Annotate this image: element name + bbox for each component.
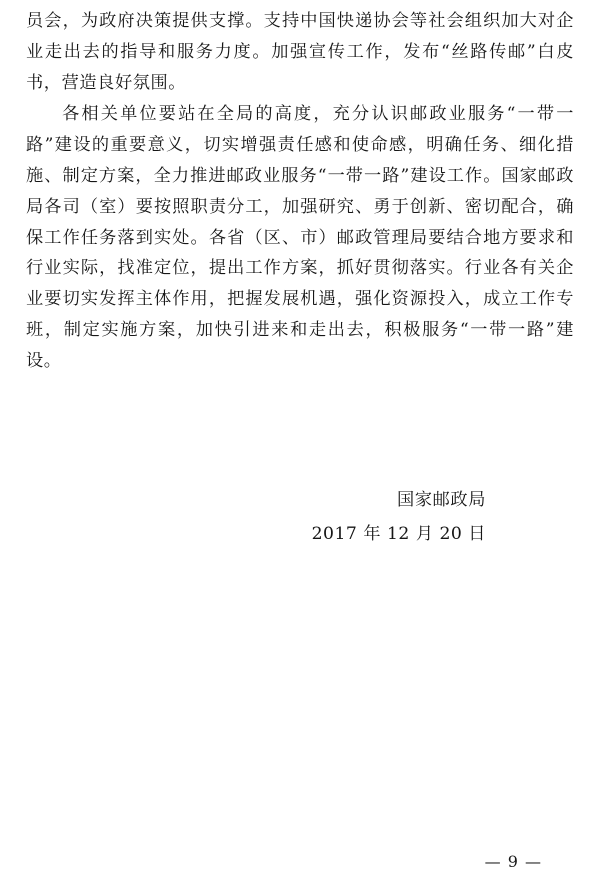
paragraph-2: 各相关单位要站在全局的高度，充分认识邮政业服务“一带一路”建设的重要意义，切实增强责任感和使命感，明确任务、细化措施、制定方案，全力推进邮政业服务“一带一路”建设工作。国家邮政局各司（室）要按照职责分工，加强研究、勇于创新、密切配合，确保工作任务落到实处。各省（区、市）邮政管理局要结合地方要求和行业实际，找准定位，提出工作方案，抓好贯彻落实。行业各有关企业要切实发挥主体作用，把握发展机遇，强化资源投入，成立工作专班，制定实施方案，加快引进来和走出去，积极服务“一带一路”建设。 <box>26 104 574 371</box>
paragraph-1: 员会，为政府决策提供支撑。支持中国快递协会等社会组织加大对企业走出去的指导和服务力度。加强宣传工作，发布“丝路传邮”白皮书，营造良好氛围。 <box>26 11 574 93</box>
signature-block <box>26 483 574 551</box>
signature-organization: 国家邮政局 <box>397 489 486 510</box>
page-number: — 9 — <box>484 852 542 871</box>
signature-date: 2017 年 12 月 20 日 <box>311 523 486 544</box>
document-body <box>26 0 574 377</box>
